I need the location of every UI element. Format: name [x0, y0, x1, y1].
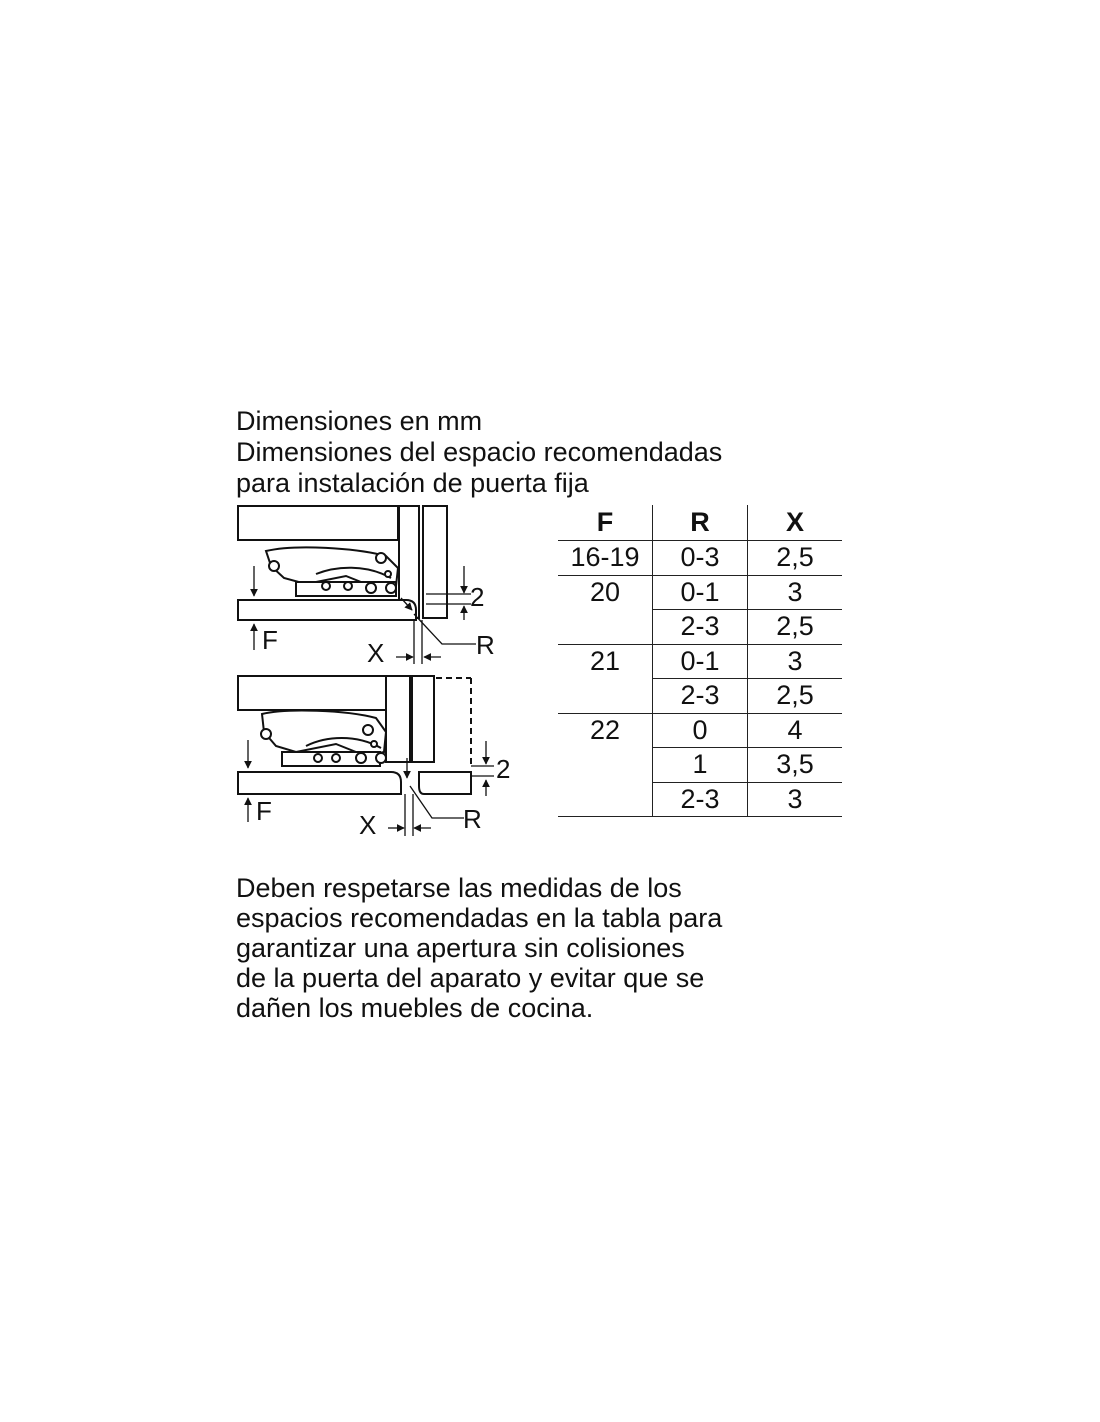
installation-note	[236, 873, 722, 1023]
cabinet-top-panel	[238, 676, 388, 710]
cell-r: 2-3	[653, 610, 748, 645]
hinge-screw	[363, 725, 373, 735]
header-r: R	[653, 505, 748, 541]
hinge-screw	[386, 583, 396, 593]
cell-f	[558, 679, 653, 714]
dimensions-table	[558, 505, 842, 817]
table-row	[558, 679, 842, 714]
hinge-screw	[344, 582, 352, 590]
hinge-diagram	[226, 496, 526, 846]
hinge-screw	[269, 561, 279, 571]
cell-r: 1	[653, 748, 748, 783]
hinge-screw	[376, 753, 386, 763]
appliance-door	[238, 600, 416, 620]
heading	[236, 406, 722, 499]
diagram-bottom	[238, 676, 471, 794]
cell-x: 3,5	[748, 748, 843, 783]
cell-x: 2,5	[748, 679, 843, 714]
hinge-screw	[314, 754, 322, 762]
cell-x: 4	[748, 713, 843, 748]
door-panel-2	[423, 506, 447, 618]
cell-f: 21	[589, 646, 621, 676]
hinge-screw	[332, 754, 340, 762]
label-gap-top: 2	[470, 582, 485, 612]
table-row	[558, 782, 842, 817]
header-x: X	[748, 505, 843, 541]
table-row	[558, 541, 842, 576]
cell-f: 22	[589, 715, 621, 745]
hinge-screw	[376, 553, 386, 563]
hinge-screw	[322, 582, 330, 590]
cell-r: 0-1	[653, 575, 748, 610]
note-line-3: garantizar una apertura sin colisiones	[236, 933, 685, 963]
cabinet-top-panel	[238, 506, 398, 540]
table-row	[558, 610, 842, 645]
label-x-bottom: X	[359, 810, 377, 840]
cell-f	[558, 782, 653, 817]
label-x-top: X	[367, 638, 385, 668]
cell-r: 0-1	[653, 644, 748, 679]
cell-x: 2,5	[748, 541, 843, 576]
heading-line-1: Dimensiones en mm	[236, 406, 483, 436]
label-f-top: F	[262, 625, 278, 655]
cell-r: 2-3	[653, 782, 748, 817]
cell-f	[558, 748, 653, 783]
header-f: F	[558, 505, 653, 541]
cell-x: 3	[748, 575, 843, 610]
appliance-door	[238, 772, 401, 794]
heading-line-2: Dimensiones del espacio recomendadas	[236, 437, 723, 467]
table-header-row	[558, 505, 842, 541]
door-panel-1	[386, 676, 410, 762]
cell-f	[558, 610, 653, 645]
table-row	[558, 748, 842, 783]
cell-x: 2,5	[748, 610, 843, 645]
label-r-bottom: R	[463, 804, 482, 834]
note-line-2: espacios recomendadas en la tabla para	[236, 903, 723, 933]
label-r-top: R	[476, 630, 495, 660]
hinge-screw	[385, 571, 391, 577]
note-line-1: Deben respetarse las medidas de los	[236, 873, 682, 903]
heading-line-3: para instalación de puerta fija	[236, 468, 589, 498]
cell-f: 16-19	[558, 541, 653, 576]
adjacent-door	[419, 772, 471, 794]
cell-r: 2-3	[653, 679, 748, 714]
hinge-screw	[261, 729, 271, 739]
hinge-screw	[366, 583, 376, 593]
cell-r: 0	[653, 713, 748, 748]
hinge-screw	[371, 741, 377, 747]
door-panel-2	[412, 676, 434, 762]
table-row	[558, 575, 842, 610]
label-gap-bottom: 2	[496, 754, 511, 784]
cell-r: 0-3	[653, 541, 748, 576]
hinge-screw	[356, 753, 366, 763]
cell-x: 3	[748, 644, 843, 679]
label-f-bottom: F	[256, 796, 272, 826]
cell-f: 20	[589, 577, 621, 607]
note-line-4: de la puerta del aparato y evitar que se	[236, 963, 705, 993]
cell-x: 3	[748, 782, 843, 817]
table-row	[558, 713, 842, 748]
table-row	[558, 644, 842, 679]
note-line-5: dañen los muebles de cocina.	[236, 993, 594, 1023]
diagram-top	[238, 506, 447, 620]
